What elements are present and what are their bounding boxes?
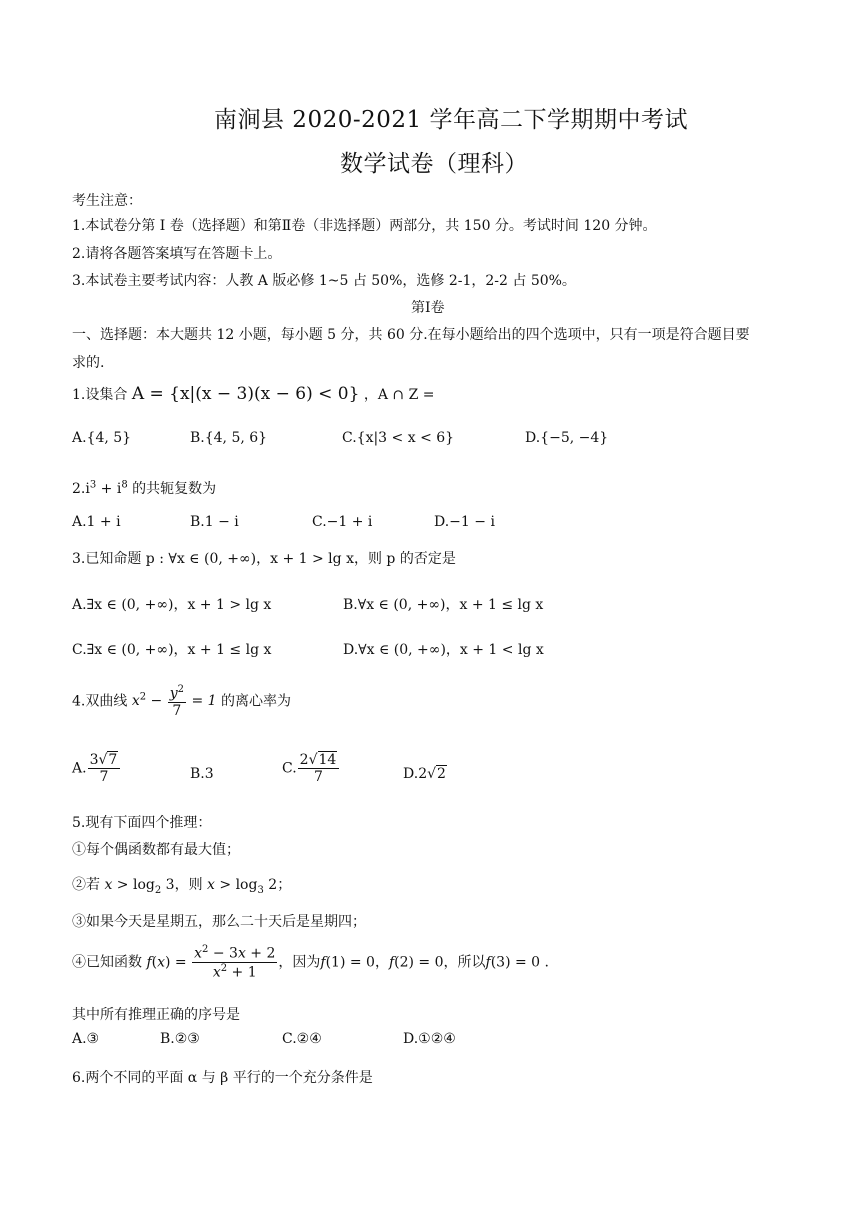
question-4-stem [72, 684, 291, 719]
question-5-stem: 5.现有下面四个推理： [72, 815, 212, 831]
question-3-stem: 3.已知命题 p : ∀x ∈ (0, +∞)，x + 1 > lg x，则 p 的否定是 [72, 551, 456, 567]
q2-expression: $i^3 + i^8$ [85, 479, 128, 497]
notice-item-2: 2.请将各题答案填写在答题卡上。 [72, 246, 282, 262]
q3-option-c: C.∃x ∈ (0, +∞)，x + 1 ≤ lg x [72, 642, 272, 658]
q5-s4-end: ，所以 [443, 954, 486, 971]
instructions-line-1: 一、选择题：本大题共 12 小题，每小题 5 分，共 60 分.在每小题给出的四个选项中，只有一项是符合题目要 [72, 327, 750, 343]
q5-option-c: C.②④ [282, 1031, 322, 1047]
q4-option-c [282, 752, 340, 785]
q5-ask: 其中所有推理正确的序号是 [72, 1007, 240, 1023]
title-line-2: 数学试卷（理科） [340, 151, 528, 177]
title-line-1: 南涧县 2020-2021 学年高二下学期期中考试 [214, 107, 688, 133]
q4-option-b: B.3 [190, 766, 214, 782]
q4-option-c-label: C. [282, 760, 297, 777]
q2-option-c: C.−1 + i [312, 514, 373, 530]
q2-option-a: A.1 + i [72, 514, 121, 530]
q5-s2-mid: ，则 [174, 877, 203, 893]
section-label: 第Ⅰ卷 [411, 300, 445, 316]
q2-prefix: 2. [72, 481, 86, 497]
q5-statement-3: ③如果今天是星期五，那么二十天后是星期四； [72, 914, 366, 930]
q1-option-c: C.{x|3 < x < 6} [342, 430, 455, 446]
q5-s2-pre: ②若 [72, 877, 100, 893]
q4-option-d-label: D. [403, 766, 419, 782]
question-2-stem [72, 478, 216, 498]
q1-option-b: B.{4, 5, 6} [190, 430, 268, 446]
question-6-stem: 6.两个不同的平面 α 与 β 平行的一个充分条件是 [72, 1070, 373, 1086]
q5-s2-concl: x [207, 877, 215, 893]
q1-prefix: 1.设集合 [72, 387, 128, 403]
q5-option-a: A.③ [72, 1031, 100, 1047]
q5-option-d: D.①②④ [403, 1031, 456, 1047]
q4-option-a [72, 752, 121, 785]
q3-option-d: D.∀x ∈ (0, +∞)，x + 1 < lg x [343, 642, 544, 658]
q5-statement-2: ②若 $x > \log_2 3$，则 $x > \log_3 2$； [72, 877, 292, 896]
q2-option-b: B.1 − i [190, 514, 239, 530]
q4-option-d-value: 2√2 [418, 766, 446, 782]
question-1-stem [72, 384, 435, 404]
q1-option-a: A.{4, 5} [72, 430, 132, 446]
notice-item-3: 3.本试卷主要考试内容：人教 A 版必修 1~5 占 50%，选修 2-1，2-2 占 50%。 [72, 273, 576, 289]
q5-s4-pre: ④已知函数 [72, 954, 142, 971]
q4-option-a-value: $\frac{3√7}{7}$ [88, 752, 121, 785]
q5-statement-4: ④已知函数 f(x) = $\frac{x^2 - 3x + 2}{x^2 + 1}$ ，因为f(1) = 0，f(2) = 0，所以f(3) = 0 . [72, 944, 549, 981]
q5-s2-cond: x [104, 877, 113, 893]
q3-option-a: A.∃x ∈ (0, +∞)，x + 1 > lg x [72, 597, 272, 613]
q4-tail: 的离心率为 [221, 693, 292, 710]
q2-tail: 的共轭复数为 [132, 481, 217, 497]
q5-s4-function: f [146, 954, 152, 971]
q5-s4-mid: ，因为 [278, 954, 321, 971]
q1-tail: ，A ∩ Z = [363, 387, 435, 403]
notice-heading: 考生注意： [72, 193, 142, 209]
q1-set-expression: A = {x|(x − 3)(x − 6) < 0} [131, 384, 360, 404]
notice-item-1: 1.本试卷分第 I 卷（选择题）和第Ⅱ卷（非选择题）两部分，共 150 分。考试时间 120 分钟。 [72, 218, 657, 234]
q1-option-d: D.{−5, −4} [525, 430, 609, 446]
q5-statement-1: ①每个偶函数都有最大值； [72, 842, 240, 858]
q4-option-c-value: $\frac{2√14}{7}$ [298, 752, 340, 785]
q2-option-d: D.−1 − i [434, 514, 495, 530]
q4-option-d [403, 766, 447, 782]
q4-prefix: 4.双曲线 [72, 693, 128, 710]
q4-option-a-label: A. [72, 760, 87, 777]
q4-equation: $x^2$ − $\frac{y^2}{7}$ = 1 [131, 684, 217, 719]
q5-option-b: B.②③ [160, 1031, 200, 1047]
instructions-line-2: 求的. [72, 355, 105, 371]
q5-s2-end: ； [277, 877, 292, 893]
q3-option-b: B.∀x ∈ (0, +∞)，x + 1 ≤ lg x [343, 597, 544, 613]
